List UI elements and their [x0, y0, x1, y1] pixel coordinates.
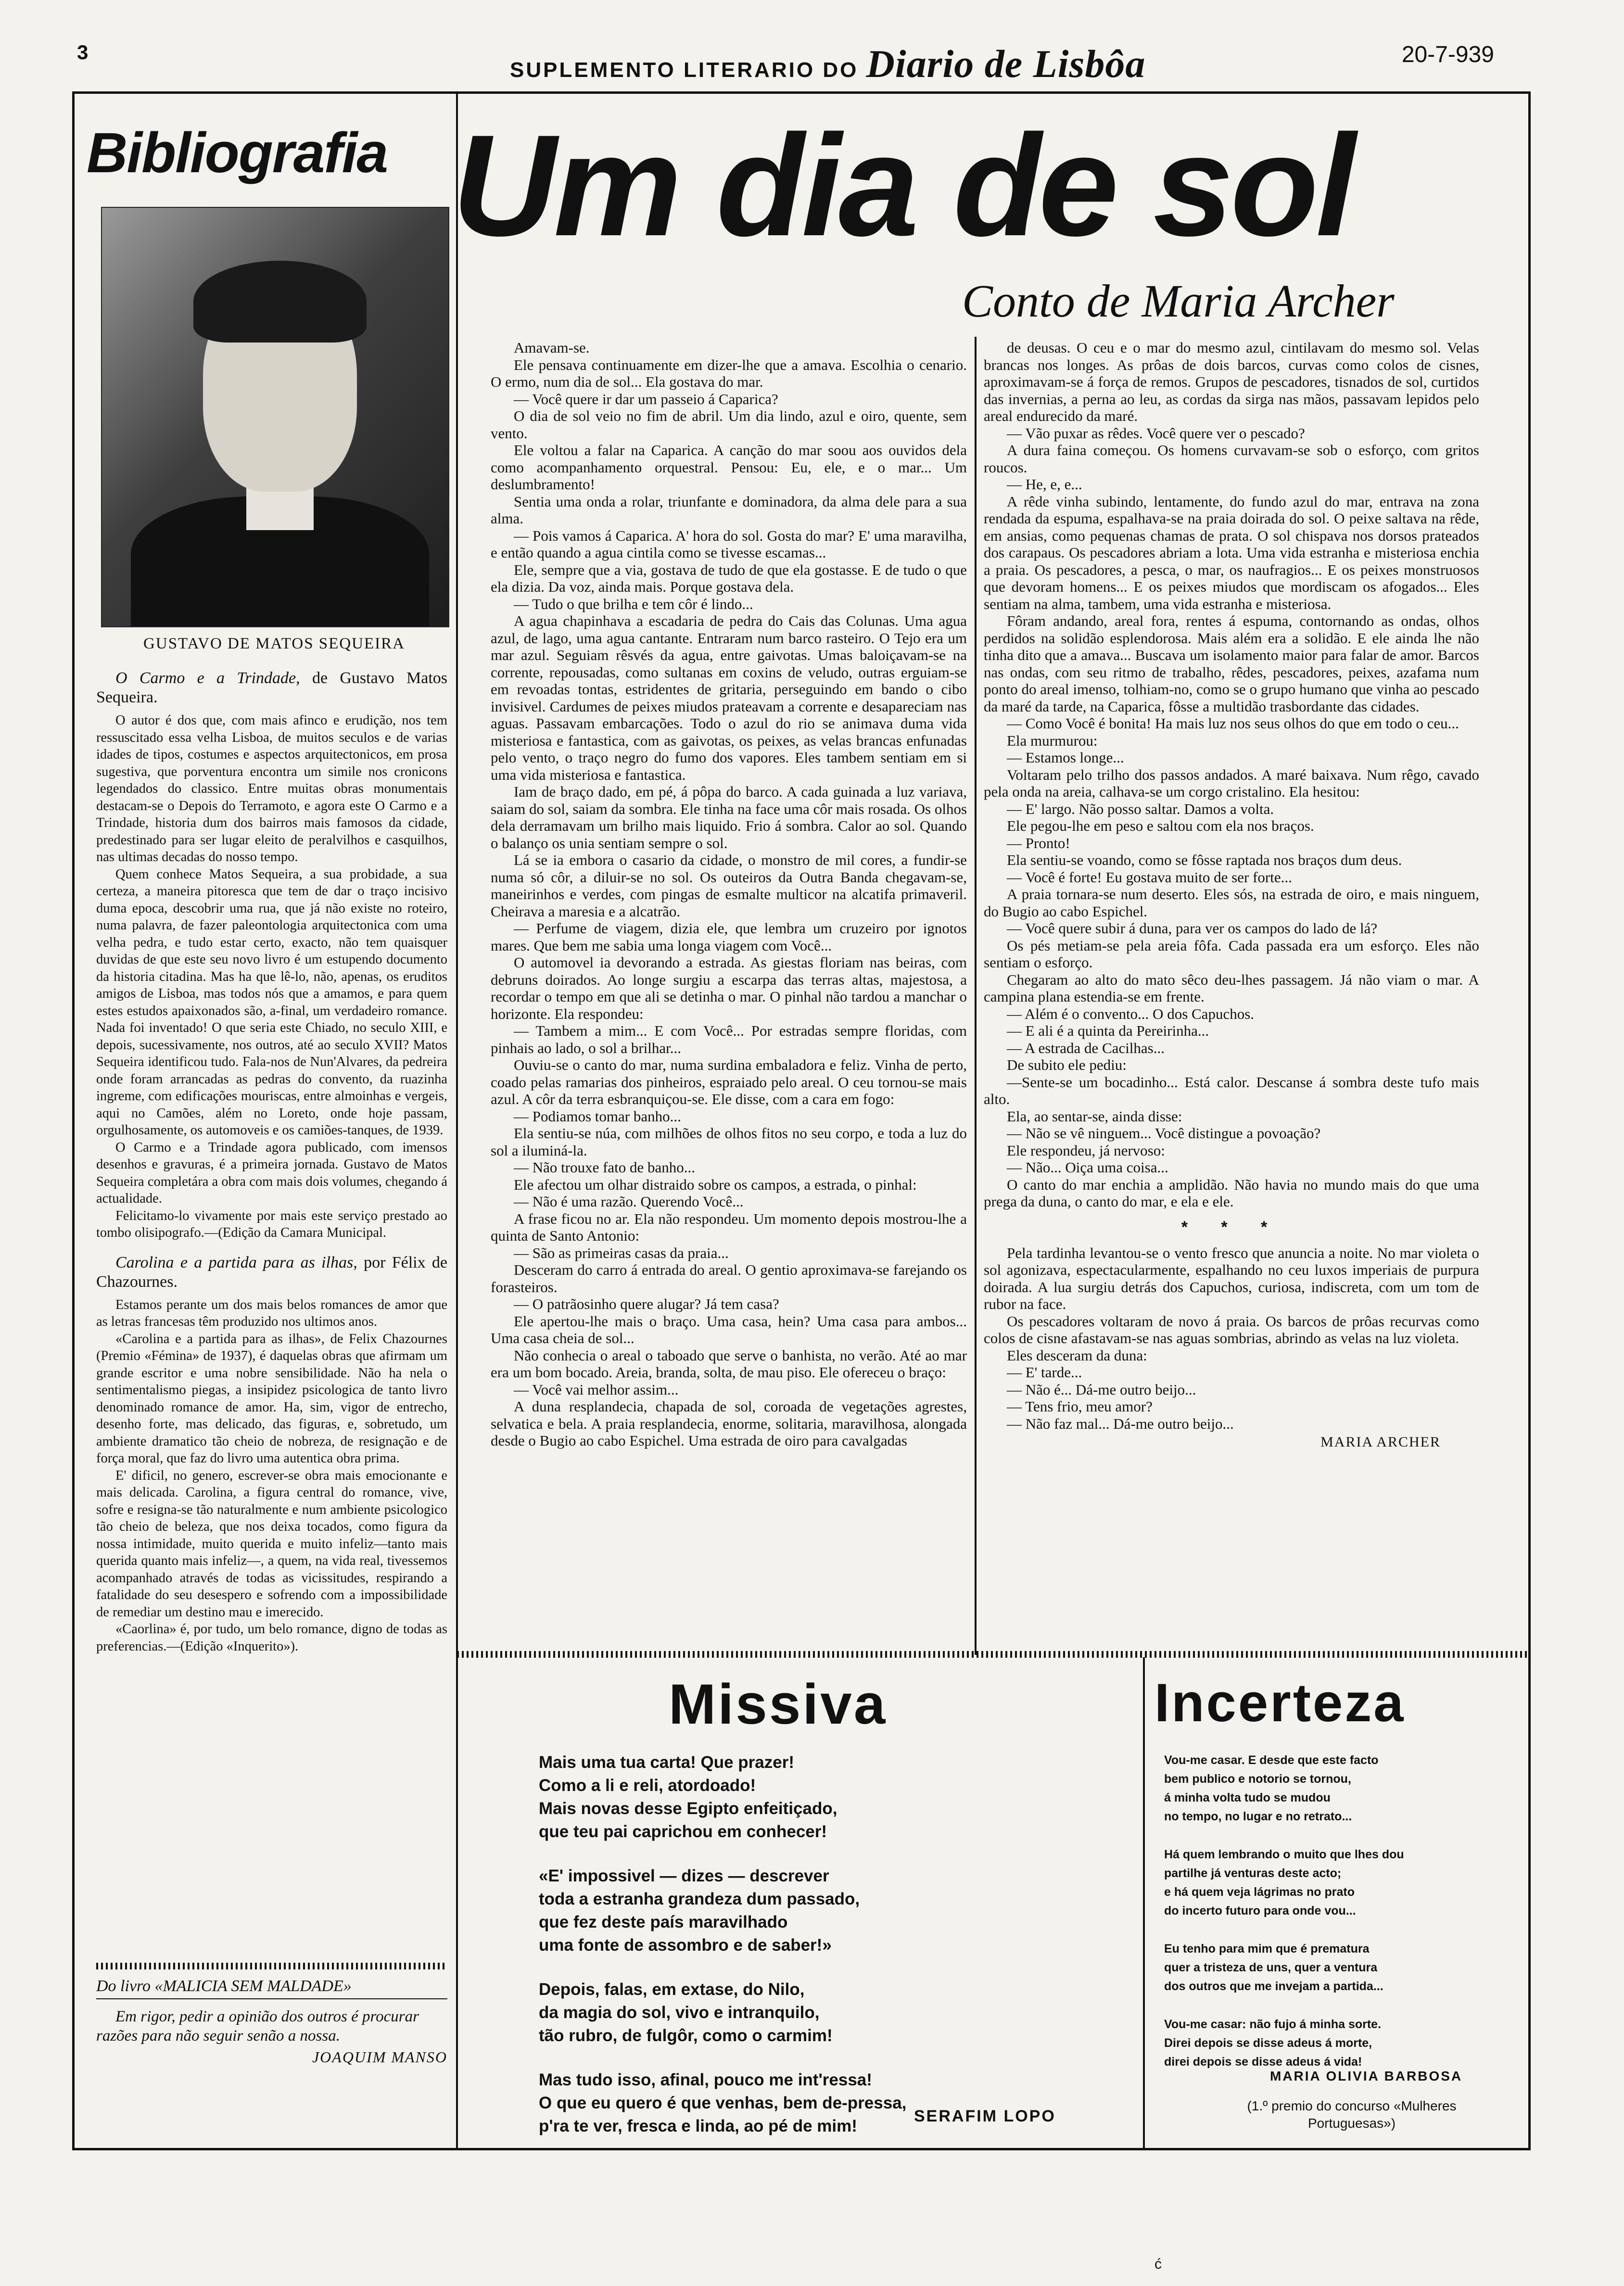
story-paragraph: — Você quere subir á duna, para ver os campos do lado de lá?	[1007, 920, 1378, 937]
supplement-label: SUPLEMENTO LITERARIO DO	[510, 58, 859, 82]
section-break-stars: * * *	[1181, 1218, 1282, 1236]
poem-stanza: Mais uma tua carta! Que prazer! Como a li e reli, atordoado! Mais novas desse Egipto enfeitiçado, que teu pai caprichou em conhecer!	[539, 1753, 837, 1841]
story-paragraph: — Como Você é bonita! Ha mais luz nos seus olhos do que em todo o ceu...	[1007, 715, 1459, 732]
story-paragraph: Desceram do carro á entrada do areal. O gentio aproximava-se farejando os forasteiros.	[491, 1261, 967, 1295]
story-bottom-rule	[457, 1651, 1531, 1658]
story-paragraph: — Não é uma razão. Querendo Você...	[514, 1193, 744, 1210]
story-paragraph: — E' tarde...	[1007, 1364, 1082, 1381]
story-paragraph: Os pescadores voltaram de novo á praia. Os barcos de prôas recurvas como colos de cisne afastavam-se nas aguas sombrias, abrindo as velas na luz violeta.	[984, 1312, 1479, 1346]
quote-source: Do livro «MALICIA SEM MALDADE»	[96, 1977, 447, 1999]
story-paragraph: Fôram andando, areal fora, rentes á espuma, contornando as ondas, olhos perdidos na solidão esplendorosa. Mais além era a solidão. E ele ainda lhe não tinha dito que a amava... Buscava um isolamento maior para falar de amor. Barcos nas ondas, com seu ritmo de trabalho, rêdes, pescadores, peixes, azafama num ponto do areal imenso, tolhiam-no, como se o grupo humano que vinha ao pescado da maré da tarde, na Caparica, fôsse a multidão trasbordante das cidades.	[984, 612, 1479, 715]
story-paragraph: — Você vai melhor assim...	[514, 1381, 679, 1398]
story-paragraph: Ele apertou-lhe mais o braço. Uma casa, hein? Uma casa para ambos... Uma casa cheia de sol...	[491, 1312, 967, 1346]
story-paragraph: Ela sentiu-se voando, como se fôsse raptada nos braços dum deus.	[1007, 851, 1402, 868]
story-paragraph: Ele afectou um olhar distraido sobre os campos, a estrada, o pinhal:	[514, 1176, 917, 1193]
story-paragraph: — Você quere ir dar um passeio á Caparica?	[514, 390, 778, 407]
missiva-poem	[539, 1751, 1126, 2159]
poem-stanza: Mas tudo isso, afinal, pouco me int'ressa! O que eu quero é que venhas, bem de-pressa, p'ra te ver, fresca e linda, ao pé de mim!	[539, 2070, 907, 2135]
story-paragraph: A duna resplandecia, chapada de sol, coroada de vegetações agrestes, selvatica e bela. A praia resplandecia, enorme, solitaria, maravilhosa, alongada desde o Bugio ao cabo Espichel. Uma estrada de oiro para cavalgadas	[491, 1398, 967, 1449]
story-paragraph: — Não trouxe fato de banho...	[514, 1159, 696, 1176]
prize-note: (1.º premio do concurso «Mulheres Portuguesas»)	[1247, 2098, 1457, 2131]
issue-date: 20-7-939	[1401, 42, 1494, 67]
story-column-1	[491, 339, 967, 1449]
story-paragraph: Ele voltou a falar na Caparica. A canção do mar soou aos ouvidos dela como acompanhamento orquestral. Pensou: Eu, ele, e o mar... Um deslumbramento!	[491, 442, 967, 493]
book-heading: O Carmo e a Trindade, de Gustavo Matos Sequeira.	[96, 669, 447, 706]
newspaper-name: Diario de Lisbôa	[866, 42, 1146, 86]
story-paragraph: —Sente-se um bocadinho... Está calor. Descanse á sombra deste tufo mais alto.	[984, 1073, 1479, 1107]
story-paragraph: — A estrada de Cacilhas...	[1007, 1039, 1165, 1056]
missiva-author: SERAFIM LOPO	[914, 2107, 1056, 2125]
quote-rule	[96, 1963, 447, 1969]
column-divider-story	[975, 337, 977, 1655]
book-heading: Carolina e a partida para as ilhas, por Félix de Chazournes.	[96, 1253, 448, 1291]
quote-block	[96, 1977, 447, 2066]
bibliografia-title: Bibliografia	[87, 121, 388, 185]
story-paragraph: — O patrãosinho quere alugar? Já tem casa?	[514, 1295, 779, 1312]
story-paragraph: — Tens frio, meu amor?	[1007, 1398, 1153, 1415]
story-paragraph: — Pois vamos á Caparica. A' hora do sol. Gosta do mar? E' uma maravilha, e então quando a agua cintila como se tivesse escamas...	[491, 527, 967, 561]
author-portrait-photo	[101, 207, 449, 627]
story-paragraph: — Além é o convento... O dos Capuchos.	[1007, 1005, 1255, 1022]
story-paragraph: A dura faina começou. Os homens curvavam-se sob o esforço, com gritos roucos.	[984, 442, 1479, 476]
quote-text: Em rigor, pedir a opinião dos outros é procurar razões para não seguir senão a nossa.	[96, 2008, 419, 2045]
quote-author: JOAQUIM MANSO	[312, 2048, 447, 2066]
story-paragraph: Lá se ia embora o casario da cidade, o monstro de mil cores, a fundir-se numa só côr, a diluir-se no sol. Os outeiros da Outra Banda chegavam-se, maneirinhos e verdes, com pingas de esmalte multicor na alcatifa primaveril. Cheirava a maresia e a alcatrão.	[491, 851, 967, 920]
story-byline: Conto de Maria Archer	[962, 275, 1395, 327]
review-paragraph: «Caorlina» é, por tudo, um belo romance, digno de todas as preferencias.—(Edição «Inquerito»).	[96, 1622, 447, 1654]
poem-stanza: Eu tenho para mim que é prematura quer a tristeza de uns, quer a ventura dos outros que me invejam a partida...	[1164, 1942, 1383, 1993]
story-paragraph: — Estamos longe...	[1007, 749, 1124, 766]
masthead	[510, 41, 1145, 87]
story-paragraph: — Podiamos tomar banho...	[514, 1107, 681, 1125]
story-paragraph: — Pronto!	[1007, 834, 1070, 851]
story-paragraph: — Não é... Dá-me outro beijo...	[1007, 1381, 1196, 1398]
review-paragraph: Estamos perante um dos mais belos romances de amor que as letras francesas têm produzido nos ultimos anos.	[96, 1297, 447, 1329]
incerteza-poem	[1164, 1751, 1520, 2091]
story-paragraph: — Você é forte! Eu gostava muito de ser forte...	[1007, 868, 1292, 886]
story-paragraph: Ela murmurou:	[1007, 732, 1098, 749]
story-paragraph: — São as primeiras casas da praia...	[514, 1244, 729, 1261]
story-paragraph: — Não se vê ninguem... Você distingue a povoação?	[1007, 1125, 1321, 1142]
missiva-title: Missiva	[669, 1673, 888, 1736]
story-paragraph: O dia de sol veio no fim de abril. Um dia lindo, azul e oiro, quente, sem vento.	[491, 407, 967, 442]
story-paragraph: O automovel ia devorando a estrada. As giestas floriam nas beiras, com debruns doirados. Ao longe surgiu a escarpa das terras altas, majestosa, a recordar o tempo em que ali se detinha o mar. O pinhal não tardou a manchar o horizonte. Ela respondeu:	[491, 954, 967, 1022]
story-paragraph: — Tudo o que brilha e tem côr é lindo...	[514, 595, 753, 612]
page-number: 3	[77, 41, 89, 64]
incerteza-author: MARIA OLIVIA BARBOSA	[1270, 2069, 1463, 2083]
story-paragraph: Ele, sempre que a via, gostava de tudo de que ela gostasse. E de tudo o que ela dizia. Da voz, ainda mais. Porque gostava dela.	[491, 561, 967, 595]
story-paragraph: A frase ficou no ar. Ela não respondeu. Um momento depois mostrou-lhe a quinta de Santo Antonio:	[491, 1210, 967, 1244]
footer-mark: ć	[1155, 2256, 1162, 2272]
poem-stanza: Depois, falas, em extase, do Nilo, da magia do sol, vivo e intranquilo, tão rubro, de fulgôr, como o carmim!	[539, 1980, 833, 2045]
story-paragraph: Eles desceram da duna:	[1007, 1346, 1147, 1364]
story-paragraph: — E ali é a quinta da Pereirinha...	[1007, 1022, 1209, 1039]
column-divider-poems	[1143, 1657, 1145, 2150]
story-paragraph: Não conhecia o areal o taboado que serve o banhista, no verão. Até ao mar era um bom bocado. Areia, branda, solta, de mau piso. Ele ofereceu o braço:	[491, 1346, 967, 1381]
story-paragraph: — Tambem a mim... E com Você... Por estradas sempre floridas, com pinhais ao lado, o sol a brilhar...	[491, 1022, 967, 1056]
story-paragraph: Ouviu-se o canto do mar, numa surdina embaladora e feliz. Vinha de perto, coado pelas ramarias dos pinheiros, espraiado pelo areal. O ceu tornou-se mais azul. A côr da terra esbranquiçou-se. Ele disse, com a cara em fogo:	[491, 1056, 967, 1107]
review-paragraph: Felicitamo-lo vivamente por mais este serviço prestado ao tombo olisipografo.—(Edição da Camara Municipal.	[96, 1208, 447, 1240]
story-paragraph: Ele pegou-lhe em peso e saltou com ela nos braços.	[1007, 817, 1314, 834]
poem-stanza: «E' impossivel — dizes — descrever toda a estranha grandeza dum passado, que fez deste país maravilhado uma fonte de assombro e de saber!»	[539, 1867, 860, 1955]
story-paragraph: Os pés metiam-se pela areia fôfa. Cada passada era um esforço. Eles não sentiam o esforço.	[984, 937, 1479, 971]
incerteza-title: Incerteza	[1155, 1673, 1406, 1733]
story-paragraph: Iam de braço dado, em pé, á pôpa do barco. A cada guinada a luz variava, saiam do sol, saiam da sombra. Ele tinha na face uma côr mais rosada. Os olhos dela derramavam um brilho mais liquido. Frio á sombra. Calor ao sol. Quando o balanço os unia sentiam sempre o sol.	[491, 783, 967, 851]
story-paragraph: Pela tardinha levantou-se o vento fresco que anuncia a noite. No mar violeta o sol agonizava, espectacularmente, espalhando no ceu luxos imperiais de purpura doirada. A lua surgiu detrás dos Capuchos, curiosa, indiscreta, com um tom de rubor na face.	[984, 1244, 1479, 1312]
review-paragraph: E' dificil, no genero, escrever-se obra mais emocionante e mais delicada. Carolina, a figura central do romance, vive, sofre e resigna-se tão naturalmente e num ambiente psicologico tão cheio de beleza, que nos deixa tocados, como figura da nossa intimidade, muito querida e muito infeliz—tanto mais querida quanto mais infeliz—, a quem, na vida real, tivessemos acompanhado através de todas as vicissitudes, respirando a fatalidade do seu desespero e sofrendo com a impossibilidade de remediar um destino mau e imerecido.	[96, 1468, 447, 1620]
review-paragraph: O autor é dos que, com mais afinco e erudição, nos tem ressuscitado essa velha Lisboa, de muitos seculos e de varias idades de tipos, costumes e aspectos arquitectonicos, em prosa sugestiva, que porventura encontra um simile nos cronicons legendados do classico. Entre muitas obras monumentais destacam-se o Depois do Terramoto, e agora este O Carmo e a Trindade, historia dum dos bairros mais famosos da cidade, predestinado para ser lugar eleito de peralvilhos e casquilhos, nas ultimas decadas do nosso tempo.	[96, 713, 447, 864]
story-paragraph: O canto do mar enchia a amplidão. Não havia no mundo mais do que uma prega da duna, o canto do mar, e ela e ele.	[984, 1176, 1479, 1210]
review-paragraph: O Carmo e a Trindade agora publicado, com imensos desenhos e gravuras, é a primeira jornada. Gustavo de Matos Sequeira completára a obra com mais dois volumes, chegando á actualidade.	[96, 1140, 447, 1206]
story-signature: MARIA ARCHER	[1320, 1434, 1441, 1450]
story-paragraph: Sentia uma onda a rolar, triunfante e dominadora, da alma dele para a sua alma.	[491, 493, 967, 527]
poem-stanza: Vou-me casar: não fujo á minha sorte. Direi depois se disse adeus á morte, direi depois se disse adeus á vida!	[1164, 2018, 1382, 2069]
bibliografia-column	[96, 669, 447, 1655]
story-paragraph: De subito ele pediu:	[1007, 1056, 1127, 1073]
story-paragraph: Ele pensava continuamente em dizer-lhe que a amava. Escolhia o cenario. O ermo, num dia de sol... Ela gostava do mar.	[491, 356, 967, 390]
column-divider-left	[456, 91, 458, 2150]
story-paragraph: — Não... Oiça uma coisa...	[1007, 1159, 1168, 1176]
story-paragraph: — E' largo. Não posso saltar. Damos a volta.	[1007, 800, 1274, 817]
story-paragraph: Ele respondeu, já nervoso:	[1007, 1142, 1165, 1159]
poem-stanza: Há quem lembrando o muito que lhes dou partilhe já venturas deste acto; e há quem veja lágrimas no prato do incerto futuro para onde vou...	[1164, 1848, 1404, 1918]
story-paragraph: — He, e, e...	[1007, 476, 1082, 493]
story-paragraph: de deusas. O ceu e o mar do mesmo azul, cintilavam do mesmo sol. Velas brancas nos longes. As prôas de dois barcos, curvas como colos de cisnes, aproximavam-se á força de remos. Grupos de pescadores, tisnados de sol, curtidos das invernias, a perna ao leu, as cordas da sirga nas mãos, passavam lepidos pelo areal endurecido da maré.	[984, 339, 1479, 424]
story-paragraph: Voltaram pelo trilho dos passos andados. A maré baixava. Num rêgo, cavado pela onda na areia, calhava-se um corgo cristalino. Ela hesitou:	[984, 766, 1479, 800]
story-paragraph: Chegaram ao alto do mato sêco deu-lhes passagem. Já não viam o mar. A campina plana estendia-se em frente.	[984, 971, 1479, 1005]
poem-stanza: Vou-me casar. E desde que este facto bem publico e notorio se tornou, á minha volta tudo se mudou no tempo, no lugar e no retrato...	[1164, 1753, 1379, 1823]
story-column-2	[984, 339, 1479, 1450]
story-paragraph: — Perfume de viagem, dizia ele, que lembra um cruzeiro por ignotos mares. Que bem me sabia uma longa viagem com Você...	[491, 920, 967, 954]
story-paragraph: — Não faz mal... Dá-me outro beijo...	[1007, 1415, 1234, 1432]
story-title: Um dia de sol	[452, 104, 1353, 266]
story-paragraph: — Vão puxar as rêdes. Você quere ver o pescado?	[1007, 424, 1305, 442]
review-paragraph: «Carolina e a partida para as ilhas», de Felix Chazournes (Premio «Fémina» de 1937), é daquelas obras que afirmam um grande escritor e uma nobre sensibilidade. Não ha nela o sentimentalismo piegas, a insipidez psicologica de tanto livro denominado romance de amor. Ha, sim, vigor de entrecho, desenho forte, mas delicado, das figuras, e, sobretudo, um ambiente dramatico tão cheio de nobreza, de resignação e de força moral, que faz do livro uma autentica obra prima.	[96, 1331, 447, 1466]
story-paragraph: Ela, ao sentar-se, ainda disse:	[1007, 1107, 1182, 1125]
story-paragraph: A praia tornara-se num deserto. Eles sós, na estrada de oiro, e mais ninguem, do Bugio ao cabo Espichel.	[984, 886, 1479, 920]
story-paragraph: Ela sentiu-se núa, com milhões de olhos fitos no seu corpo, e toda a luz do sol a iluminá-la.	[491, 1125, 967, 1159]
story-paragraph: Amavam-se.	[514, 339, 590, 356]
photo-caption: GUSTAVO DE MATOS SEQUEIRA	[143, 635, 405, 652]
story-paragraph: A agua chapinhava a escadaria de pedra do Cais das Colunas. Uma agua azul, de lago, uma agua cantante. Entraram num barco rasteiro. O Tejo era um mar azul. Seguiam rêsvés da agua, entre gaivotas. Umas baloiçavam-se na corrente, repousadas, como sultanas em coxins de veludo, outras erguiam-se em revoadas tontas, estridentes de gritaria, perseguindo em bando o cibo invisivel. Cardumes de peixes miudos prateavam a corrente e desapareciam nas aguas. Passavam embarcações. Todo o azul do rio se animava duma vida misteriosa e fantastica, com as gaivotas, os peixes, as velas brancas enfunadas pelo vento, o traço negro do fumo dos vapores. Eles tambem sentiam em si uma vida misteriosa e fantastica.	[491, 612, 967, 783]
story-paragraph: A rêde vinha subindo, lentamente, do fundo azul do mar, entrava na zona rendada da espuma, espalhava-se na praia doirada do sol. O peixe saltava na rêde, em ansias, como pequenas chamas de prata. O sol chispava nos dorsos prateados dos carapaus. Os pescadores abriam a lota. Uma vida estranha e misteriosa enchia a praia. Os pescadores, a pesca, o mar, os naufragios... E os peixes monstruosos que devoram homens... E os peixes miudos que mordiscam os afogados... Eles sentiam na alma, tambem, uma vida estranha e misteriosa.	[984, 493, 1479, 612]
review-paragraph: Quem conhece Matos Sequeira, a sua probidade, a sua certeza, a maneira pitoresca que tem de dar o traço incisivo duma epoca, descobrir uma rua, que já não existe no roteiro, numa palavra, de fazer paleontologia arquitectonica com uma velha pedra, e tudo estar certo, exacto, não tem quaisquer duvidas de que este seu novo livro é um estupendo documento da historia citadina. Mas ha que lê-lo, não, apenas, os eruditos amigos de Lisboa, mas todos nós que a amamos, e para quem estes estudos apaixonados são, a-final, um verdadeiro romance. Nada foi inventado! O que seria este Chiado, no seculo XIII, e depois, sucessivamente, nos outros, até ao seculo XVII? Matos Sequeira identificou tudo. Fala-nos de Nun'Alvares, da pedreira onde foram arrancadas as pedras do convento, da ruazinha ingreme, com edificações mouriscas, entre almoinhas e vergeis, aqui no Camões, além no Loreto, onde hoje passam, orgulhosamente, os automoveis e os camiões-tanques, de 1939.	[96, 866, 447, 1138]
